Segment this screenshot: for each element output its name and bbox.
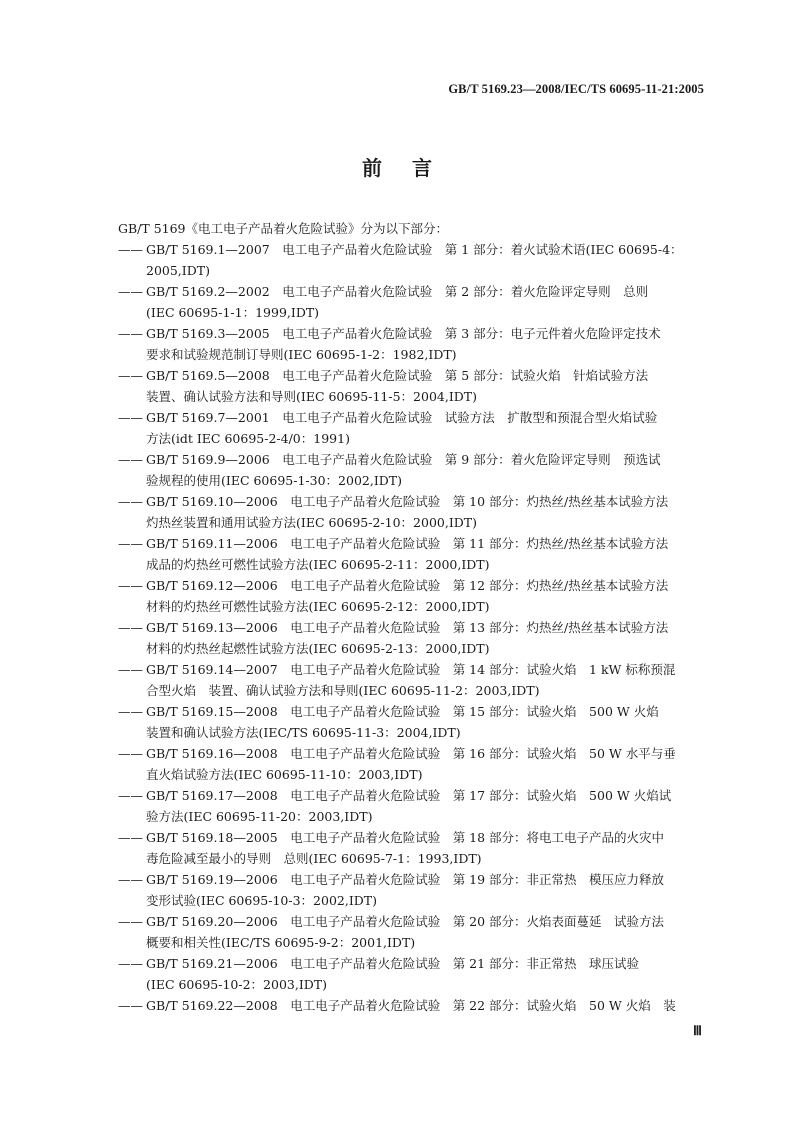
list-item-continuation: (IEC 60695-10-2：2003,IDT)	[146, 977, 328, 992]
list-item-continuation: 材料的灼热丝可燃性试验方法(IEC 60695-2-12：2000,IDT)	[146, 599, 490, 614]
list-item	[0, 827, 794, 869]
list-item	[0, 323, 794, 365]
list-item-dash: ——	[118, 536, 143, 551]
list-item	[0, 281, 794, 323]
list-item-continuation: 成品的灼热丝可燃性试验方法(IEC 60695-2-11：2000,IDT)	[146, 557, 490, 572]
page-number: Ⅲ	[693, 1023, 702, 1038]
list-item	[0, 911, 794, 953]
list-item-line	[0, 743, 794, 764]
list-item-text: GB/T 5169.13—2006 电工电子产品着火危险试验 第 13 部分：灼热丝/热丝基本试验方法	[146, 620, 669, 635]
list-item-dash: ——	[118, 368, 143, 383]
list-item-dash: ——	[118, 788, 143, 803]
list-item-text: GB/T 5169.3—2005 电工电子产品着火危险试验 第 3 部分：电子元件着火危险评定技术	[146, 326, 661, 341]
list-item-continuation: 毒危险减至最小的导则 总则(IEC 60695-7-1：1993,IDT)	[146, 851, 482, 866]
list-item	[0, 617, 794, 659]
list-item-text: GB/T 5169.9—2006 电工电子产品着火危险试验 第 9 部分：着火危险评定导则 预选试	[146, 452, 661, 467]
list-item	[0, 365, 794, 407]
list-item-continuation: 材料的灼热丝起燃性试验方法(IEC 60695-2-13：2000,IDT)	[146, 641, 490, 656]
list-item-text: GB/T 5169.17—2008 电工电子产品着火危险试验 第 17 部分：试验火焰 500 W 火焰试	[146, 788, 672, 803]
list-item-continuation: 变形试验(IEC 60695-10-3：2002,IDT)	[146, 893, 378, 908]
list-item-dash: ——	[118, 662, 143, 677]
list-item-line	[0, 785, 794, 806]
list-item-line	[0, 953, 794, 974]
list-item-line	[0, 323, 794, 344]
list-item-text: GB/T 5169.20—2006 电工电子产品着火危险试验 第 20 部分：火焰表面蔓延 试验方法	[146, 914, 665, 929]
list-item-line	[0, 239, 794, 260]
list-item-dash: ——	[118, 704, 143, 719]
list-item-line	[0, 827, 794, 848]
list-item-text: GB/T 5169.5—2008 电工电子产品着火危险试验 第 5 部分：试验火焰 针焰试验方法	[146, 368, 649, 383]
standards-list	[0, 239, 794, 1016]
list-item-text: GB/T 5169.15—2008 电工电子产品着火危险试验 第 15 部分：试验火焰 500 W 火焰	[146, 704, 659, 719]
list-item-text: GB/T 5169.1—2007 电工电子产品着火危险试验 第 1 部分：着火试验术语(IEC 60695-4：	[146, 242, 683, 257]
list-item-line	[0, 449, 794, 470]
list-item-text: GB/T 5169.16—2008 电工电子产品着火危险试验 第 16 部分：试验火焰 50 W 水平与垂	[146, 746, 676, 761]
list-item-line	[0, 407, 794, 428]
list-item-dash: ——	[118, 494, 143, 509]
list-item-text: GB/T 5169.12—2006 电工电子产品着火危险试验 第 12 部分：灼热丝/热丝基本试验方法	[146, 578, 669, 593]
list-item-continuation: 直火焰试验方法(IEC 60695-11-10：2003,IDT)	[146, 767, 423, 782]
list-item-dash: ——	[118, 452, 143, 467]
list-item	[0, 491, 794, 533]
list-item	[0, 995, 794, 1016]
list-item	[0, 575, 794, 617]
list-item	[0, 239, 794, 281]
list-item-text: GB/T 5169.10—2006 电工电子产品着火危险试验 第 10 部分：灼热丝/热丝基本试验方法	[146, 494, 669, 509]
list-item-dash: ——	[118, 284, 143, 299]
list-item-line	[0, 869, 794, 890]
list-item	[0, 533, 794, 575]
list-item-continuation: 装置和确认试验方法(IEC/TS 60695-11-3：2004,IDT)	[146, 725, 461, 740]
list-item-continuation: 灼热丝装置和通用试验方法(IEC 60695-2-10：2000,IDT)	[146, 515, 478, 530]
list-item-dash: ——	[118, 872, 143, 887]
list-item-continuation: 装置、确认试验方法和导则(IEC 60695-11-5：2004,IDT)	[146, 389, 478, 404]
page-title: 前言	[362, 156, 462, 180]
list-item-line	[0, 659, 794, 680]
list-item	[0, 743, 794, 785]
list-item-continuation: 概要和相关性(IEC/TS 60695-9-2：2001,IDT)	[146, 935, 416, 950]
list-item	[0, 953, 794, 995]
list-item-line	[0, 491, 794, 512]
list-item-line	[0, 995, 794, 1016]
document-number-header: GB/T 5169.23—2008/IEC/TS 60695-11-21:2005	[448, 82, 704, 96]
list-item-text: GB/T 5169.22—2008 电工电子产品着火危险试验 第 22 部分：试验火焰 50 W 火焰 装	[146, 998, 676, 1013]
list-item-line	[0, 365, 794, 386]
list-item-dash: ——	[118, 620, 143, 635]
list-item-continuation: (IEC 60695-1-1：1999,IDT)	[146, 305, 320, 320]
list-item-dash: ——	[118, 410, 143, 425]
list-item-line	[0, 911, 794, 932]
list-item-dash: ——	[118, 578, 143, 593]
list-item-dash: ——	[118, 746, 143, 761]
list-item-dash: ——	[118, 998, 143, 1013]
list-item-text: GB/T 5169.14—2007 电工电子产品着火危险试验 第 14 部分：试验火焰 1 kW 标称预混	[146, 662, 676, 677]
list-item-continuation: 合型火焰 装置、确认试验方法和导则(IEC 60695-11-2：2003,IDT)	[146, 683, 540, 698]
list-item-text: GB/T 5169.7—2001 电工电子产品着火危险试验 试验方法 扩散型和预混合型火焰试验	[146, 410, 658, 425]
list-item-text: GB/T 5169.11—2006 电工电子产品着火危险试验 第 11 部分：灼热丝/热丝基本试验方法	[146, 536, 669, 551]
list-item-text: GB/T 5169.19—2006 电工电子产品着火危险试验 第 19 部分：非正常热 模压应力释放	[146, 872, 665, 887]
list-item	[0, 659, 794, 701]
list-item	[0, 449, 794, 491]
list-item	[0, 785, 794, 827]
list-item-continuation: 2005,IDT)	[146, 263, 210, 278]
intro-paragraph: GB/T 5169《电工电子产品着火危险试验》分为以下部分：	[118, 221, 449, 236]
list-item	[0, 701, 794, 743]
list-item-continuation: 验方法(IEC 60695-11-20：2003,IDT)	[146, 809, 373, 824]
list-item-line	[0, 533, 794, 554]
list-item-line	[0, 701, 794, 722]
list-item	[0, 869, 794, 911]
list-item-text: GB/T 5169.18—2005 电工电子产品着火危险试验 第 18 部分：将电工电子产品的火灾中	[146, 830, 665, 845]
list-item-dash: ——	[118, 914, 143, 929]
list-item	[0, 407, 794, 449]
list-item-line	[0, 281, 794, 302]
list-item-continuation: 验规程的使用(IEC 60695-1-30：2002,IDT)	[146, 473, 403, 488]
list-item-dash: ——	[118, 956, 143, 971]
list-item-line	[0, 575, 794, 596]
list-item-dash: ——	[118, 830, 143, 845]
list-item-line	[0, 617, 794, 638]
list-item-dash: ——	[118, 326, 143, 341]
list-item-continuation: 方法(idt IEC 60695-2-4/0：1991)	[146, 431, 350, 446]
list-item-continuation: 要求和试验规范制订导则(IEC 60695-1-2：1982,IDT)	[146, 347, 457, 362]
list-item-dash: ——	[118, 242, 143, 257]
list-item-text: GB/T 5169.21—2006 电工电子产品着火危险试验 第 21 部分：非正常热 球压试验	[146, 956, 640, 971]
list-item-text: GB/T 5169.2—2002 电工电子产品着火危险试验 第 2 部分：着火危险评定导则 总则	[146, 284, 649, 299]
